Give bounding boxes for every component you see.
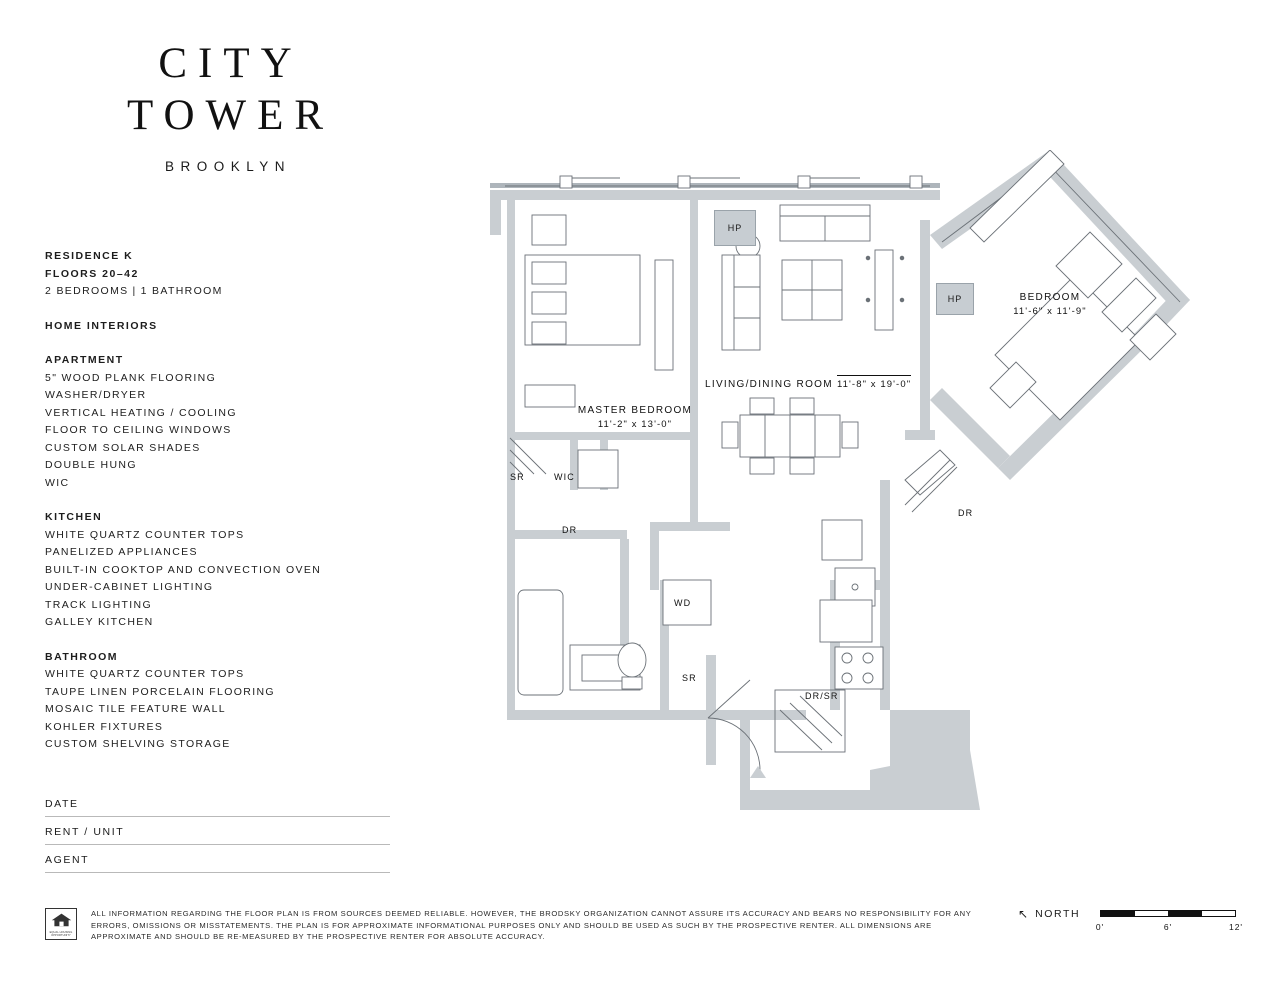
residence-beds: 2 BEDROOMS xyxy=(45,285,129,297)
scale-ticks xyxy=(1095,922,1244,936)
field-agent[interactable] xyxy=(45,854,390,873)
residence-baths: 1 BATHROOM xyxy=(140,285,223,297)
residence-name: RESIDENCE K xyxy=(45,250,134,262)
room-label-bedroom xyxy=(960,292,1140,317)
spec-item: DOUBLE HUNG xyxy=(45,459,137,471)
spec-item: FLOOR TO CEILING WINDOWS xyxy=(45,424,232,436)
brand-title-line1: CITY xyxy=(158,40,303,87)
section-title-bathroom: BATHROOM xyxy=(45,650,119,663)
north-label: NORTH xyxy=(1035,908,1081,920)
bed-bath-divider: | xyxy=(132,285,137,297)
scale-tick: 12' xyxy=(1228,922,1244,932)
scale-segment xyxy=(1168,911,1202,916)
disclaimer-text: ALL INFORMATION REGARDING THE FLOOR PLAN IS FROM SOURCES DEEMED RELIABLE. HOWEVER, THE BRODSKY ORGANIZATION CANNOT ASSURE ITS ACCURACY AND BEARS NO RESPONSIBILITY FOR ANY ERRORS, OMISSIONS OR MISSTATEMENTS. THE PLAN IS FOR APPROXIMATE INFORMATIONAL PURPOSES ONLY AND SHOULD BE USED AS SUCH BY THE PROSPECTIVE RENTER. ALL DIMENSIONS ARE APPROXIMATE AND SHOULD BE RE-MEASURED BY THE PROSPECTIVE RENTER FOR ABSOLUTE ACCURACY. xyxy=(91,909,972,942)
tag-dr-sr: DR/SR xyxy=(805,691,839,701)
room-label-master-bedroom xyxy=(530,405,740,430)
tag-hp-living: HP xyxy=(714,210,756,246)
tag-hp-bedroom: HP xyxy=(936,283,974,315)
scale-segment xyxy=(1101,911,1135,916)
residence-floors: FLOORS 20–42 xyxy=(45,267,139,280)
field-agent-rule xyxy=(45,872,390,873)
tag-dr-bedroom: DR xyxy=(958,508,974,518)
tag-wic: WIC xyxy=(554,472,575,482)
spec-item: PANELIZED APPLIANCES xyxy=(45,546,198,558)
tag-dr-master: DR xyxy=(562,525,578,535)
room-dimensions: 11'-6" x 11'-9" xyxy=(1013,306,1087,317)
tag-sr-master: SR xyxy=(510,472,525,482)
field-rent-unit-label: RENT / UNIT xyxy=(45,826,125,838)
spec-item: WASHER/DRYER xyxy=(45,389,147,401)
plan-linework xyxy=(505,150,1180,778)
spec-item: KOHLER FIXTURES xyxy=(45,720,164,733)
spec-item: WHITE QUARTZ COUNTER TOPS xyxy=(45,528,245,541)
field-rent-unit-rule xyxy=(45,844,390,845)
scale-segment xyxy=(1135,911,1169,916)
field-agent-label: AGENT xyxy=(45,854,90,866)
room-dimensions: 11'-2" x 13'-0" xyxy=(597,419,673,430)
spec-item: WHITE QUARTZ COUNTER TOPS xyxy=(45,668,245,680)
brand-subtitle: BROOKLYN xyxy=(164,158,292,174)
room-name: LIVING/DINING ROOM xyxy=(705,379,833,390)
spec-item: TAUPE LINEN PORCELAIN FLOORING xyxy=(45,685,275,698)
spec-item: 5" WOOD PLANK FLOORING xyxy=(45,371,217,384)
field-date-label: DATE xyxy=(45,798,79,810)
field-date-rule xyxy=(45,816,390,817)
spec-item: MOSAIC TILE FEATURE WALL xyxy=(45,703,226,715)
room-name: BEDROOM xyxy=(1019,292,1081,303)
spec-item: TRACK LIGHTING xyxy=(45,598,152,611)
north-arrow-icon: ↖ xyxy=(1018,907,1029,921)
equal-housing-opportunity-icon xyxy=(45,908,77,940)
room-label-living-dining-room xyxy=(705,372,912,390)
floor-plan-drawing xyxy=(450,150,1250,810)
spec-item: CUSTOM SHELVING STORAGE xyxy=(45,738,231,750)
scale-tick: 0' xyxy=(1095,922,1105,932)
scale-bar xyxy=(1095,910,1244,936)
scale-tick: 6' xyxy=(1163,922,1173,932)
residence-bed-bath xyxy=(45,283,405,301)
home-interiors-title: HOME INTERIORS xyxy=(45,319,158,332)
spec-item: GALLEY KITCHEN xyxy=(45,616,154,628)
field-date[interactable] xyxy=(45,798,390,817)
spec-item: WIC xyxy=(45,476,70,489)
field-rent-unit[interactable] xyxy=(45,826,390,845)
section-title-apartment: APARTMENT xyxy=(45,354,124,366)
room-name: MASTER BEDROOM xyxy=(577,405,693,416)
room-dimensions: 11'-8" x 19'-0" xyxy=(837,375,911,390)
brand-block xyxy=(45,38,405,174)
brand-title-line2: TOWER xyxy=(126,92,335,140)
spec-item: BUILT-IN COOKTOP AND CONVECTION OVEN xyxy=(45,563,322,576)
scale-segment xyxy=(1202,911,1236,916)
eho-caption: EQUAL HOUSING OPPORTUNITY xyxy=(49,930,73,938)
spec-item: UNDER-CABINET LIGHTING xyxy=(45,581,214,593)
footer xyxy=(45,908,975,943)
tag-wd: WD xyxy=(674,598,692,608)
house-glyph-icon xyxy=(51,913,72,927)
tag-sr-hall: SR xyxy=(682,673,697,683)
residence-spec-list xyxy=(45,248,405,754)
section-title-kitchen: KITCHEN xyxy=(45,511,103,523)
spec-item: CUSTOM SOLAR SHADES xyxy=(45,441,201,454)
scale-bar-segments xyxy=(1100,910,1236,917)
spec-item: VERTICAL HEATING / COOLING xyxy=(45,406,237,419)
